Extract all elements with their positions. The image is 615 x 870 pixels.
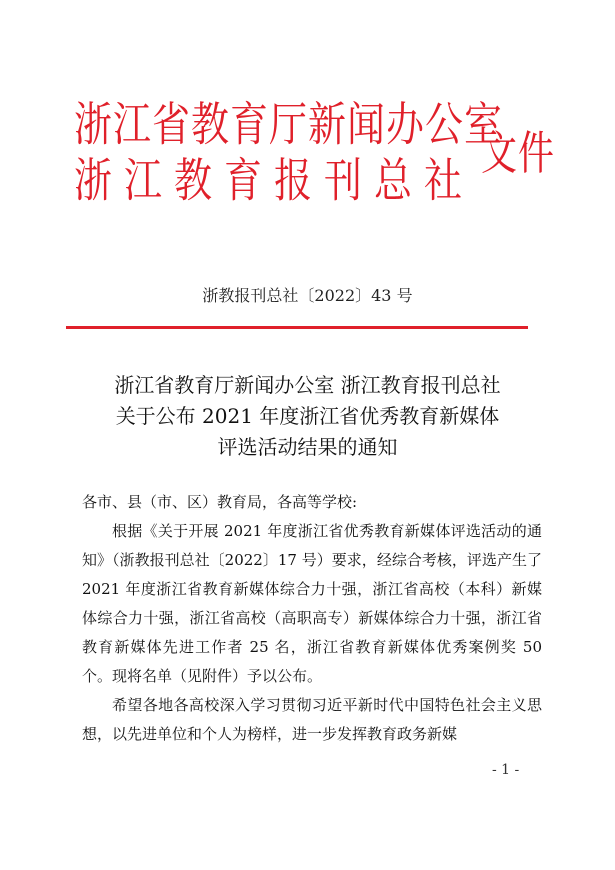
header-divider-red-line (66, 326, 528, 329)
body-paragraph-2: 希望各地各高校深入学习贯彻习近平新时代中国特色社会主义思想，以先进单位和个人为榜样，进一步发挥教育政务新媒 (82, 696, 542, 743)
issuing-org-education-department: 浙江省教育厅新闻办公室 (74, 98, 504, 152)
document-type-label: 文件 (481, 128, 556, 181)
notice-title (0, 370, 615, 463)
issuing-org-press-group: 浙江教育报刊总社 (74, 154, 475, 208)
body-paragraph-1: 根据《关于开展 2021 年度浙江省优秀教育新媒体评选活动的通知》（浙教报刊总社〔2022〕17 号）要求，经综合考核，评选产生了 2021 年度浙江省教育新媒体综合力十强，浙江省高校（本科）新媒体综合力十强，浙江省高校（高职高专）新媒体综合力十强，浙江省教育新媒体先进工作者 25 名，浙江省教育新媒体优秀案例奖 50 个。现将名单（见附件）予以公布。 (82, 522, 542, 685)
salutation: 各市、县（市、区）教育局，各高等学校: (82, 493, 358, 511)
notice-body (82, 488, 542, 749)
document-number: 浙教报刊总社〔2022〕43 号 (202, 286, 413, 305)
title-line-1: 浙江省教育厅新闻办公室 浙江教育报刊总社 (114, 373, 501, 397)
title-line-3: 评选活动结果的通知 (217, 435, 398, 459)
title-line-2: 关于公布 2021 年度浙江省优秀教育新媒体 (115, 404, 500, 428)
page-number: - 1 - (492, 762, 520, 778)
